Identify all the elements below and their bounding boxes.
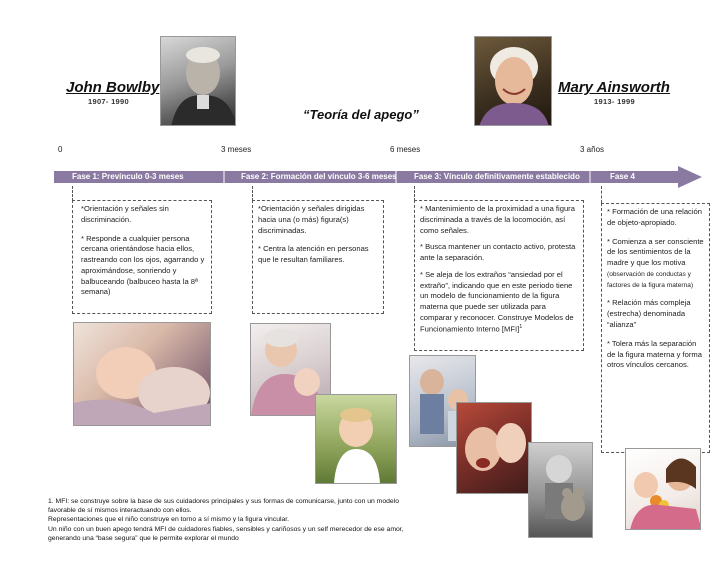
ainsworth-years: 1913- 1999 bbox=[594, 97, 635, 106]
connector-2 bbox=[252, 186, 253, 201]
photo-mother-with-child-and-flowers bbox=[625, 448, 701, 530]
phase-4-text-2-small: (observación de conductas y factores de la figura materna) bbox=[607, 270, 694, 289]
phase-1-label: Fase 1: Prevínculo 0-3 meses bbox=[72, 172, 184, 181]
phase-2-box bbox=[252, 200, 384, 314]
tick-6-meses: 6 meses bbox=[390, 145, 421, 154]
photo-baby-on-grass bbox=[315, 394, 397, 484]
phase-3-text-2: * Busca mantener un contacto activo, protesta ante la separación. bbox=[420, 242, 576, 263]
phase-2-label: Fase 2: Formación del vínculo 3-6 meses bbox=[241, 172, 397, 181]
footnote bbox=[48, 497, 404, 543]
connector-1 bbox=[72, 186, 73, 201]
connector-4 bbox=[601, 186, 602, 203]
tick-3-anos: 3 años bbox=[580, 145, 605, 154]
phase-2-text-1: *Orientación y señales dirigidas hacia una (o más) figura(s) discriminadas. bbox=[258, 204, 365, 235]
footnote-line-3: Representaciones que el niño construye en torno a sí mismo y la figura vincular. bbox=[48, 516, 290, 524]
portrait-mary-ainsworth bbox=[474, 36, 552, 126]
footnote-line-1: 1. MFI: se construye sobre la base de sus cuidadores principales y sus formas de comunicarse, junto con un modelo bbox=[48, 498, 399, 505]
bowlby-years: 1907- 1990 bbox=[88, 97, 129, 106]
phase-3-text-3-wrap bbox=[420, 270, 578, 335]
phase-3-text-1: * Mantenimiento de la proximidad a una figura discriminada a través de la locomoción, así como señales. bbox=[420, 204, 575, 235]
tick-0: 0 bbox=[58, 145, 63, 154]
phase-3-label: Fase 3: Vínculo definitivamente establecido bbox=[414, 172, 580, 181]
phase-1-box bbox=[72, 200, 212, 314]
footnote-line-2: favorable de sí mismos interactuando con ellos. bbox=[48, 507, 192, 515]
phase-4-text-1: * Formación de una relación de objeto-apropiado. bbox=[607, 207, 702, 227]
connector-3 bbox=[414, 186, 415, 201]
phase-4-text-2: * Comienza a ser consciente de los sentimientos de la madre y que los motiva bbox=[607, 236, 704, 268]
footnote-line-4: Un niño con un buen apego tendrá MFI de cuidadores fiables, sensibles y cariñosos y un self merecedor de ese amor, bbox=[48, 525, 404, 533]
photo-sleeping-baby bbox=[73, 322, 211, 426]
page-title: “Teoría del apego” bbox=[303, 107, 419, 122]
phase-3-box bbox=[414, 200, 584, 351]
bowlby-name: John Bowlby bbox=[66, 79, 160, 96]
tick-3-meses: 3 meses bbox=[221, 145, 252, 154]
photo-crying-child-and-mother bbox=[456, 402, 532, 494]
ainsworth-name: Mary Ainsworth bbox=[558, 79, 670, 96]
phase-1-text-2: * Responde a cualquier persona cercana orientándose hacia ellos, rastreando con los ojos, agarrando y aproximándose, sonriendo y balbuceando (balbuceo hasta la 8ª semana) bbox=[81, 233, 205, 297]
phase-3-text-3: * Se aleja de los extraños “ansiedad por el extraño”, indicando que en este periodo tiene un modelo de funcionamiento de la figura materna que puede ser utilizada para comparar y reconocer. Construye Modelos de Funcionamiento Interno [MFI] bbox=[420, 269, 574, 334]
phase-2-text-2: * Centra la atención en personas que le resultan familiares. bbox=[258, 244, 369, 265]
phase-4-label: Fase 4 bbox=[610, 172, 635, 181]
photo-child-with-teddy-bear bbox=[528, 442, 593, 538]
phase-4-text-2-wrap bbox=[607, 237, 704, 291]
phase-4-text-4: * Tolera más la separación de la figura materna y forma otros vínculos cercanos. bbox=[607, 338, 702, 370]
phase-1-text-1: *Orientación y señales sin discriminación. bbox=[81, 204, 169, 224]
phase-4-text-3: * Relación más compleja (estrecha) denominada “alianza” bbox=[607, 298, 691, 330]
phase-4-box bbox=[601, 203, 710, 453]
footnote-mark: 1 bbox=[519, 323, 523, 330]
footnote-line-5: generando una “base segura” que le permite explorar el mundo bbox=[48, 534, 239, 542]
portrait-john-bowlby bbox=[160, 36, 236, 126]
